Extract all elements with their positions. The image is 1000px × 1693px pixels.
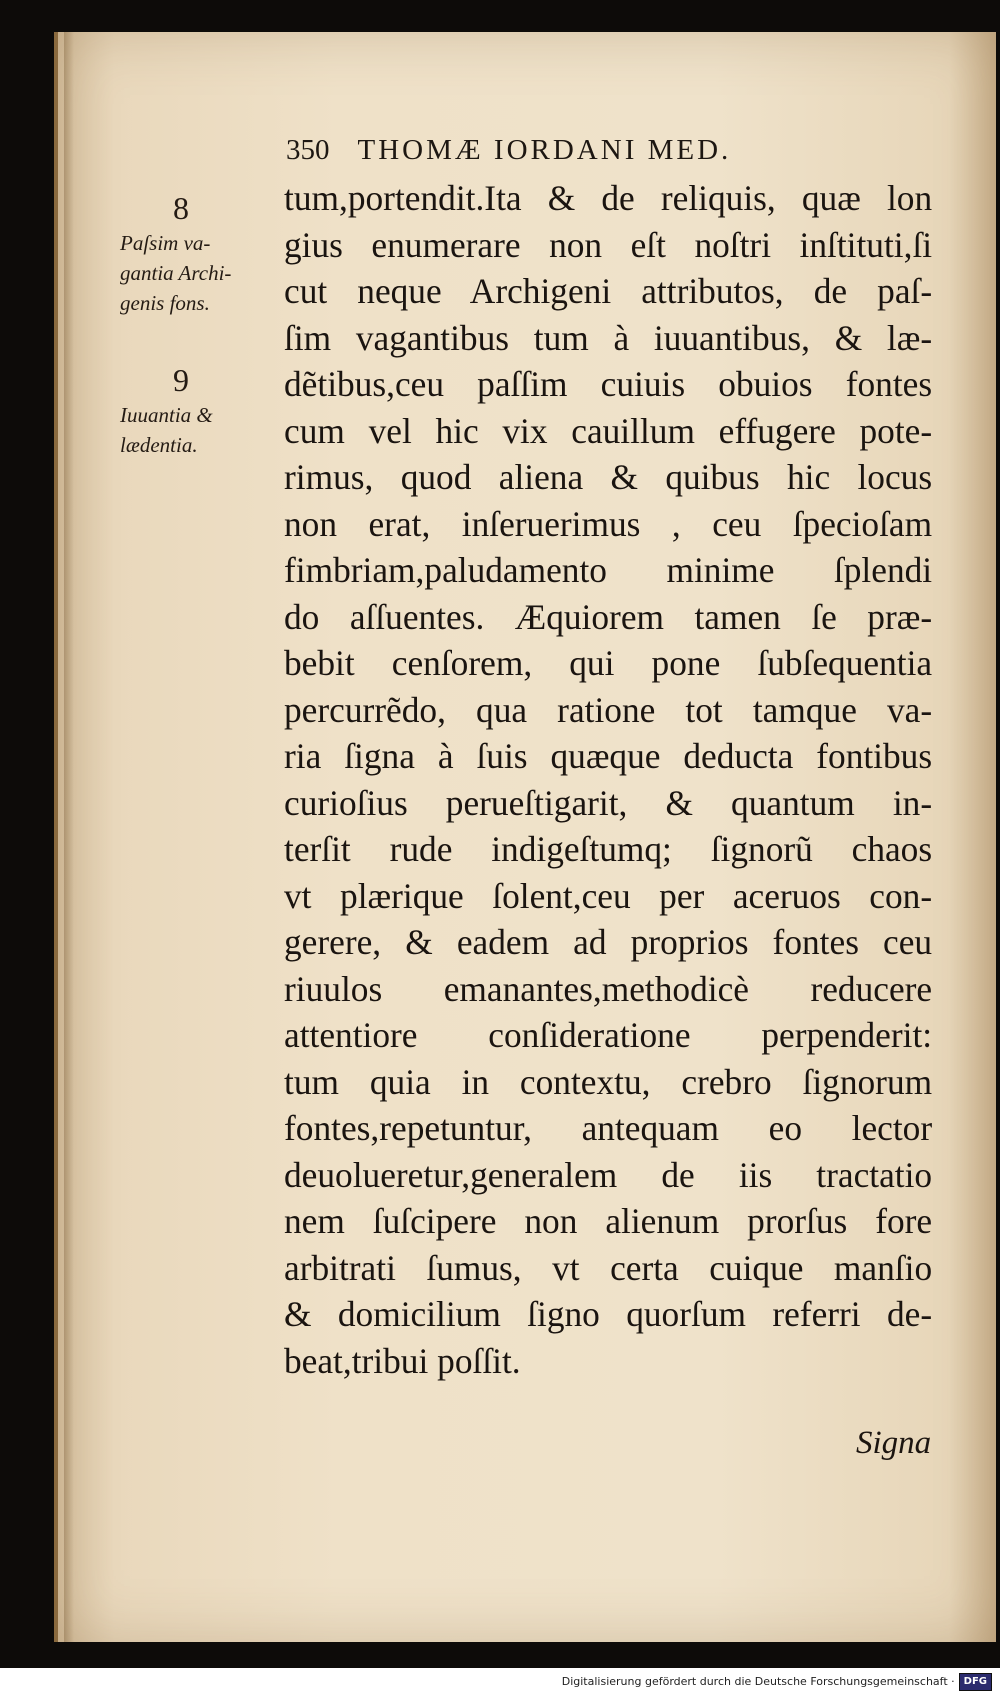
text-line: gius enumerare non eſt noſtri inſtituti,ſi [284, 224, 933, 265]
text-line: rimus, quod aliena & quibus hic locus [284, 457, 933, 497]
body-text [284, 175, 944, 1384]
text-line: fimbriam,paludamento minime ſplendi [284, 550, 933, 590]
text-line: arbitrati ſumus, vt certa cuique manſio [284, 1247, 933, 1288]
footer-credit: Digitalisierung gefördert durch die Deutsche Forschungsgemeinschaft · [561, 1674, 955, 1688]
text-line: percurrẽdo, qua ratione tot tamque va- [284, 689, 933, 730]
margin-note-line: Iuuantia & [120, 403, 213, 427]
margin-note-line: genis fons. [120, 291, 210, 315]
text-line: riuulos emanantes,methodicè reducere [284, 968, 933, 1009]
text-line: deuolueretur,generalem de iis tractatio [284, 1154, 933, 1195]
catchword: Signa [856, 1425, 932, 1461]
text-line: ſim vagantibus tum à iuuantibus, & læ- [284, 317, 933, 358]
digitization-footer [0, 1671, 1000, 1693]
page-number: 350 [286, 134, 330, 166]
text-line: attentiore conſideratione perpenderit: [284, 1015, 933, 1055]
text-line: ria ſigna à ſuis quæque deducta fontibus [284, 736, 933, 776]
dfg-logo-icon: DFG [959, 1673, 992, 1691]
margin-note-line: lædentia. [120, 433, 198, 457]
margin-note-number: 9 [173, 362, 189, 398]
running-head-title: THOMÆ IORDANI MED. [357, 134, 732, 166]
text-line: tum,portendit.Ita & de reliquis, quæ lon [284, 178, 933, 218]
margin-note-8 [120, 188, 270, 318]
text-line: bebit cenſorem, qui pone ſubſequentia [284, 643, 933, 683]
text-line: cut neque Archigeni attributos, de paſ- [284, 271, 933, 311]
running-header [286, 134, 731, 174]
text-line: tum quia in contextu, crebro ſignorum [284, 1061, 933, 1102]
text-line: nem ſuſcipere non alienum prorſus fore [284, 1201, 933, 1241]
text-line: vt plærique ſolent,ceu per aceruos con- [284, 875, 933, 916]
text-line: fontes,repetuntur, antequam eo lector [284, 1108, 933, 1148]
margin-note-line: gantia Archi- [120, 261, 232, 285]
text-line: dẽtibus,ceu paſſim cuiuis obuios fontes [284, 364, 933, 404]
text-line: non erat, inſeruerimus , ceu ſpecioſam [284, 503, 933, 544]
text-line: gerere, & eadem ad proprios fontes ceu [284, 922, 933, 962]
margin-note-number: 8 [173, 190, 189, 226]
text-line: beat,tribui poſſit. [284, 1340, 521, 1381]
margin-note-9 [120, 360, 270, 460]
margin-note-line: Paſsim va- [120, 231, 211, 255]
text-line: cum vel hic vix cauillum effugere pote- [284, 410, 933, 451]
text-line: & domicilium ſigno quorſum referri de- [284, 1294, 933, 1334]
text-line: terſit rude indigeſtumq; ſignorũ chaos [284, 829, 933, 869]
text-line: curioſius perueſtigarit, & quantum in- [284, 782, 933, 823]
text-line: do aſſuentes. Æquiorem tamen ſe præ- [284, 596, 933, 637]
